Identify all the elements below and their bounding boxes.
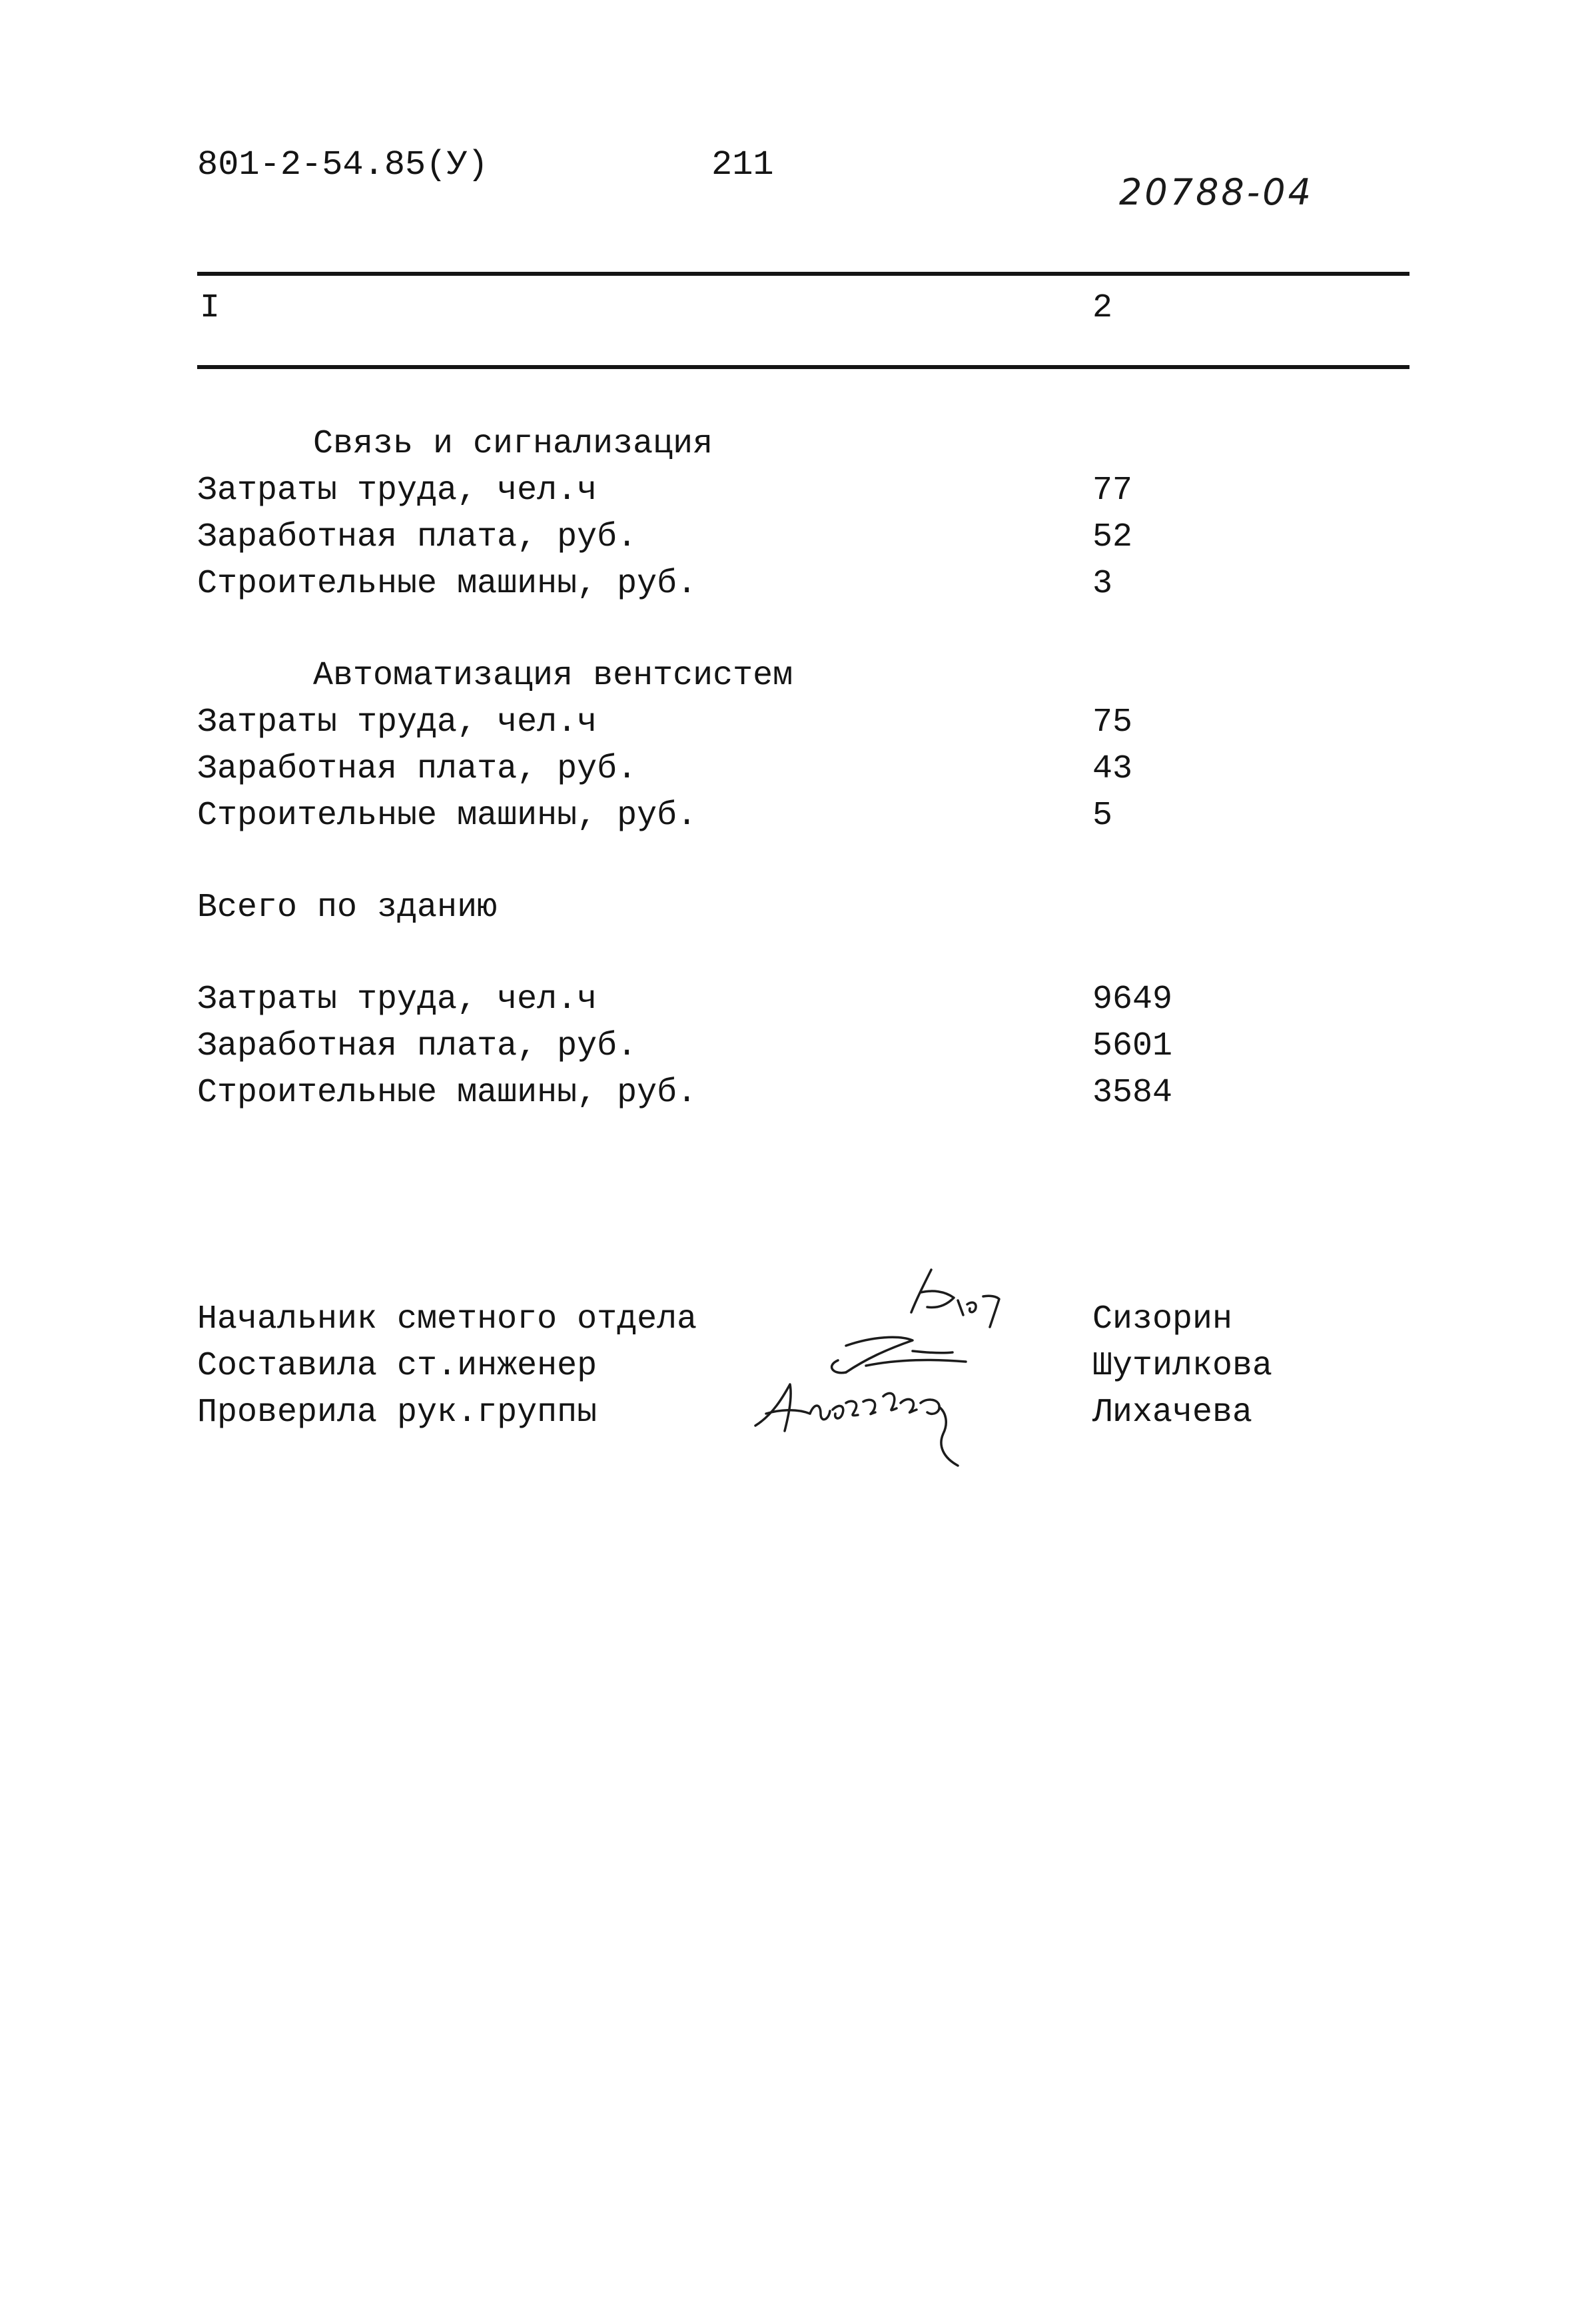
table-row — [197, 1074, 1409, 1117]
table-row — [197, 983, 1409, 1023]
row-label: Заработная плата, руб. — [197, 1027, 637, 1065]
signer-role: Начальник сметного отдела — [197, 1300, 697, 1338]
table-row — [197, 474, 1409, 514]
row-value: 77 — [1092, 472, 1133, 510]
signer-role: Составила ст.инженер — [197, 1347, 598, 1385]
header-rule — [197, 365, 1409, 369]
section-title-ventilation-automation: Автоматизация вентсистем — [313, 657, 793, 695]
signer-role: Проверила рук.группы — [197, 1394, 598, 1432]
section-title-communication: Связь и сигнализация — [313, 425, 713, 463]
column-2-header: 2 — [1092, 289, 1113, 327]
row-label: Строительные машины, руб. — [197, 1074, 697, 1112]
row-value: 3584 — [1092, 1074, 1173, 1112]
signer-name: Лихачева — [1092, 1394, 1253, 1432]
row-label: Строительные машины, руб. — [197, 797, 697, 835]
row-value: 9649 — [1092, 981, 1173, 1019]
row-label: Заработная плата, руб. — [197, 518, 637, 556]
top-rule — [197, 272, 1409, 276]
row-value: 75 — [1092, 703, 1133, 741]
table-row — [197, 750, 1409, 793]
table-row — [197, 703, 1409, 746]
row-value: 43 — [1092, 750, 1133, 788]
row-label: Строительные машины, руб. — [197, 565, 697, 603]
table-row — [197, 799, 1409, 839]
row-label: Затраты труда, чел.ч — [197, 703, 598, 741]
row-label: Затраты труда, чел.ч — [197, 981, 598, 1019]
signer-name: Сизорин — [1092, 1300, 1233, 1338]
table-row — [197, 1027, 1409, 1070]
archive-number: 20788-04 — [1119, 171, 1314, 213]
column-1-header: I — [200, 289, 220, 327]
signer-name: Шутилкова — [1092, 1347, 1273, 1385]
table-row — [197, 518, 1409, 561]
row-value: 3 — [1092, 565, 1113, 603]
page-number: 211 — [711, 145, 774, 185]
row-label: Затраты труда, чел.ч — [197, 472, 598, 510]
row-value: 52 — [1092, 518, 1133, 556]
table-row — [197, 565, 1409, 608]
row-label: Заработная плата, руб. — [197, 750, 637, 788]
section-title-building-total: Всего по зданию — [197, 889, 498, 927]
row-value: 5601 — [1092, 1027, 1173, 1065]
handwritten-signatures — [746, 1266, 1039, 1492]
row-value: 5 — [1092, 797, 1113, 835]
document-code: 801-2-54.85(У) — [197, 145, 488, 185]
